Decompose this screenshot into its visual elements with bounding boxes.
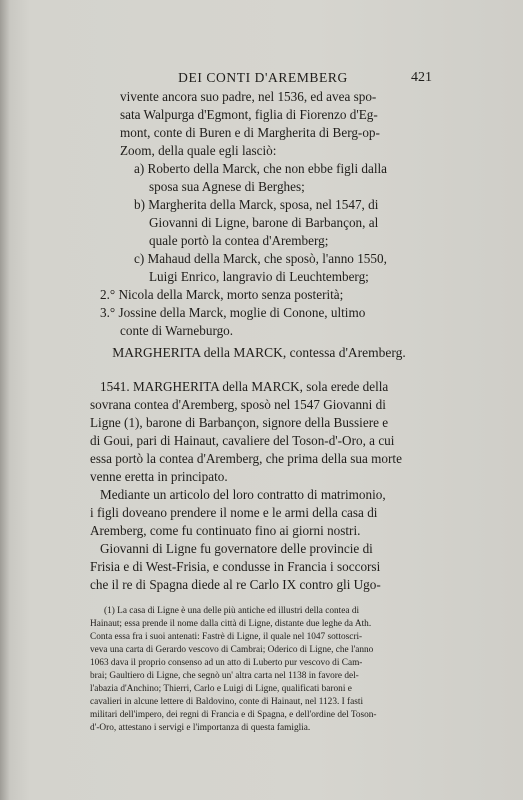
text-line: sata Walpurga d'Egmont, figlia di Fiorenzo d'Eg-	[120, 107, 378, 122]
footnote-line: 1063 dava il proprio consenso ad un atto di Luberto pur vescovo di Cam-	[90, 658, 363, 668]
running-header: DEI CONTI D'AREMBERG	[178, 70, 348, 85]
text-line: che il re di Spagna diede al re Carlo IX contro gli Ugo-	[90, 577, 381, 592]
text-line: conte di Warneburgo.	[120, 323, 234, 338]
text-line: b) Margherita della Marck, sposa, nel 1547, di	[134, 197, 379, 212]
text-line: Giovanni di Ligne fu governatore delle provincie di	[100, 541, 373, 556]
footnote-line: brai; Gaultiero di Ligne, che segnò un' altra carta nel 1138 in favore del-	[90, 671, 359, 681]
text-line: vivente ancora suo padre, nel 1536, ed avea spo-	[120, 89, 377, 104]
footnote-line: militari dell'impero, dei regni di Francia e di Spagna, e dell'ordine del Toson-	[90, 710, 377, 720]
section-heading: MARGHERITA della MARCK, contessa d'Aremberg.	[112, 345, 406, 360]
text-line: quale portò la contea d'Aremberg;	[149, 233, 329, 248]
text-line: Frisia e di West-Frisia, e condusse in Francia i soccorsi	[90, 559, 381, 574]
text-line: sposa sua Agnese di Berghes;	[149, 179, 305, 194]
text-line: Aremberg, come fu continuato fino ai giorni nostri.	[90, 523, 361, 538]
footnote-line: l'abazia d'Anchino; Thierri, Carlo e Luigi di Ligne, qualificati baroni e	[90, 684, 352, 694]
text-line: 3.° Jossine della Marck, moglie di Conone, ultimo	[100, 305, 366, 320]
text-line: i figli doveano prendere il nome e le armi della casa di	[90, 505, 378, 520]
text-line: 2.° Nicola della Marck, morto senza posterità;	[100, 287, 344, 302]
footnote-line: (1) La casa di Ligne è una delle più antiche ed illustri della contea di	[104, 606, 360, 616]
text-line: Luigi Enrico, langravio di Leuchtemberg;	[149, 269, 369, 284]
text-line: 1541. MARGHERITA della MARCK, sola erede della	[100, 379, 389, 394]
footnote-line: Conta essa fra i suoi antenati: Fastrè di Ligne, il quale nel 1047 sottoscri-	[90, 632, 363, 642]
text-line: di Goui, pari di Hainaut, cavaliere del Toson-d'-Oro, a cui	[90, 433, 395, 448]
text-line: sovrana contea d'Aremberg, sposò nel 1547 Giovanni di	[90, 397, 386, 412]
footnote-line: Hainaut; essa prende il nome dalla città di Ligne, distante due leghe da Ath.	[90, 619, 372, 629]
footnote-line: d'-Oro, attestano i servigi e l'importanza di questa famiglia.	[90, 723, 311, 733]
page-number: 421	[411, 70, 432, 85]
text-line: Zoom, della quale egli lasciò:	[120, 143, 277, 158]
text-line: essa portò la contea d'Aremberg, che prima della sua morte	[90, 451, 402, 466]
text-line: a) Roberto della Marck, che non ebbe figli dalla	[134, 161, 388, 176]
text-line: Ligne (1), barone di Barbançon, signore della Bussiere e	[90, 415, 389, 430]
footnote-line: cavalieri in alcune lettere di Baldovino, conte di Hainaut, nel 1123. I fasti	[90, 697, 364, 707]
footnote-line: veva una carta di Gerardo vescovo di Cambrai; Oderico di Ligne, che l'anno	[90, 645, 374, 655]
text-line: venne eretta in principato.	[90, 469, 228, 484]
text-line: c) Mahaud della Marck, che sposò, l'anno 1550,	[134, 251, 387, 266]
text-line: Giovanni di Ligne, barone di Barbançon, al	[149, 215, 379, 230]
text-line: Mediante un articolo del loro contratto di matrimonio,	[100, 487, 386, 502]
text-line: mont, conte di Buren e di Margherita di Berg-op-	[120, 125, 380, 140]
